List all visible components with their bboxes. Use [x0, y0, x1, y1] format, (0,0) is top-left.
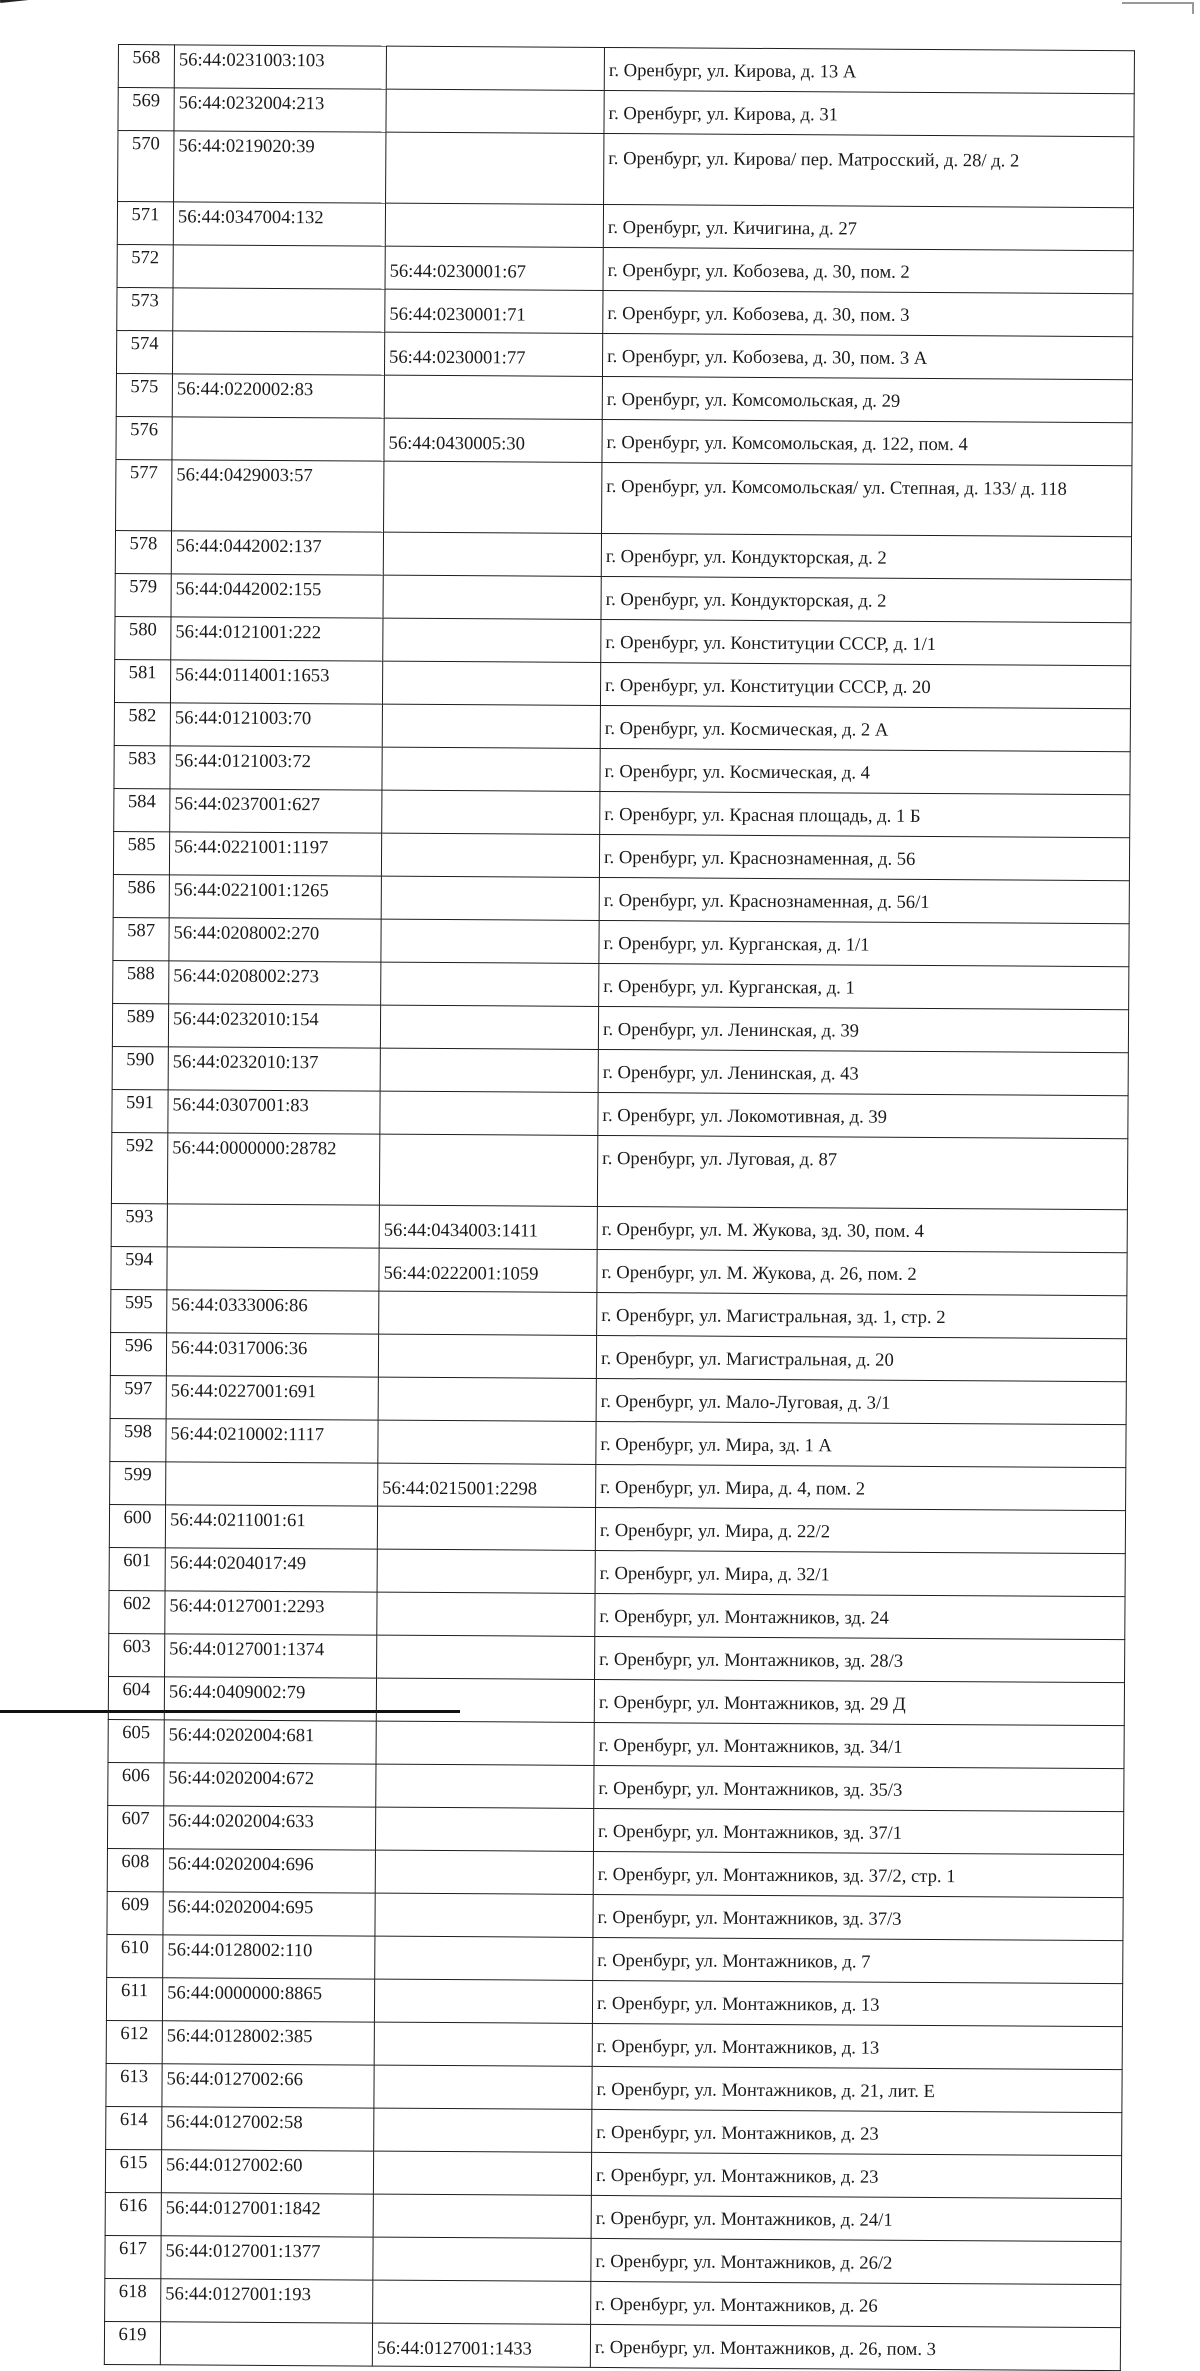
- building-cadastral-number-cell: 56:44:0128002:110: [163, 1935, 375, 1979]
- address-cell: г. Оренбург, ул. Монтажников, д. 26/2: [591, 2238, 1121, 2284]
- premises-cadastral-number-cell: 56:44:0230001:67: [385, 246, 603, 290]
- row-number-cell: 602: [109, 1590, 165, 1633]
- building-cadastral-number-cell: 56:44:0221001:1197: [169, 832, 381, 876]
- premises-cadastral-number-cell: 56:44:0430005:30: [384, 418, 602, 462]
- table-row: [110, 1418, 1126, 1467]
- address-cell: г. Оренбург, ул. Космическая, д. 2 А: [600, 705, 1130, 751]
- building-cadastral-number-cell: 56:44:0333006:86: [167, 1290, 379, 1334]
- address-cell: г. Оренбург, ул. Комсомольская, д. 122, пом. 4: [602, 419, 1132, 465]
- table-row: [105, 2235, 1121, 2284]
- table-row: [116, 373, 1132, 422]
- table-row: [106, 2063, 1122, 2112]
- building-cadastral-number-cell: 56:44:0202004:633: [163, 1806, 375, 1850]
- building-cadastral-number-cell: 56:44:0442002:155: [171, 574, 383, 618]
- building-cadastral-number-cell: 56:44:0409002:79: [164, 1677, 376, 1721]
- table-row: [110, 1332, 1126, 1381]
- premises-cadastral-number-cell: [373, 2237, 591, 2281]
- building-cadastral-number-cell: 56:44:0429003:57: [172, 460, 384, 532]
- building-cadastral-number-cell: 56:44:0127001:2293: [165, 1591, 377, 1635]
- address-cell: г. Оренбург, ул. Конституции СССР, д. 20: [600, 662, 1130, 708]
- row-number-cell: 615: [105, 2149, 161, 2192]
- premises-cadastral-number-cell: 56:44:0215001:2298: [378, 1463, 596, 1507]
- property-registry-table: [104, 44, 1135, 2371]
- premises-cadastral-number-cell: [374, 1979, 592, 2023]
- address-cell: г. Оренбург, ул. Кондукторская, д. 2: [601, 533, 1131, 579]
- row-number-cell: 596: [110, 1332, 166, 1375]
- row-number-cell: 608: [107, 1848, 163, 1891]
- row-number-cell: 611: [106, 1977, 162, 2020]
- row-number-cell: 609: [107, 1891, 163, 1934]
- table-row: [115, 530, 1131, 579]
- table-row: [111, 1203, 1127, 1252]
- table-row: [107, 1934, 1123, 1983]
- address-cell: г. Оренбург, ул. Монтажников, д. 23: [592, 2109, 1122, 2155]
- table-row: [112, 1089, 1128, 1138]
- table-row: [106, 1977, 1122, 2026]
- building-cadastral-number-cell: 56:44:0202004:696: [163, 1849, 375, 1893]
- premises-cadastral-number-cell: 56:44:0127001:1433: [372, 2323, 590, 2367]
- building-cadastral-number-cell: 56:44:0219020:39: [174, 131, 386, 203]
- building-cadastral-number-cell: 56:44:0127001:1374: [165, 1634, 377, 1678]
- table-row: [114, 659, 1130, 708]
- row-number-cell: 568: [118, 45, 174, 88]
- address-cell: г. Оренбург, ул. Кирова, д. 31: [604, 90, 1134, 136]
- premises-cadastral-number-cell: [380, 1091, 598, 1135]
- address-cell: г. Оренбург, ул. Кирова/ пер. Матросский, д. 28/ д. 2: [604, 133, 1134, 207]
- building-cadastral-number-cell: 56:44:0307001:83: [168, 1090, 380, 1134]
- row-number-cell: 599: [110, 1461, 166, 1504]
- table-row: [110, 1461, 1126, 1510]
- row-number-cell: 578: [115, 530, 171, 573]
- table-row: [106, 2020, 1122, 2069]
- row-number-cell: 606: [108, 1762, 164, 1805]
- row-number-cell: 588: [113, 960, 169, 1003]
- premises-cadastral-number-cell: [375, 1807, 593, 1851]
- table-row: [113, 960, 1129, 1009]
- table-row: [109, 1504, 1125, 1553]
- row-number-cell: 594: [111, 1246, 167, 1289]
- building-cadastral-number-cell: 56:44:0232010:154: [168, 1004, 380, 1048]
- building-cadastral-number-cell: 56:44:0347004:132: [173, 202, 385, 246]
- address-cell: г. Оренбург, ул. Локомотивная, д. 39: [598, 1092, 1128, 1138]
- table-row: [104, 2321, 1120, 2370]
- building-cadastral-number-cell: [167, 1204, 379, 1248]
- premises-cadastral-number-cell: [375, 1893, 593, 1937]
- premises-cadastral-number-cell: [382, 661, 600, 705]
- building-cadastral-number-cell: [173, 288, 385, 332]
- row-number-cell: 598: [110, 1418, 166, 1461]
- building-cadastral-number-cell: 56:44:0211001:61: [165, 1505, 377, 1549]
- table-row: [114, 745, 1130, 794]
- row-number-cell: 573: [117, 287, 173, 330]
- building-cadastral-number-cell: 56:44:0317006:36: [166, 1333, 378, 1377]
- table-row: [113, 831, 1129, 880]
- row-number-cell: 584: [114, 788, 170, 831]
- premises-cadastral-number-cell: [381, 876, 599, 920]
- table-row: [107, 1891, 1123, 1940]
- premises-cadastral-number-cell: [381, 833, 599, 877]
- table-row: [117, 244, 1133, 293]
- address-cell: г. Оренбург, ул. М. Жукова, зд. 30, пом. 4: [597, 1206, 1127, 1252]
- row-number-cell: 617: [105, 2235, 161, 2278]
- row-number-cell: 576: [116, 416, 172, 459]
- row-number-cell: 574: [116, 330, 172, 373]
- building-cadastral-number-cell: 56:44:0128002:385: [162, 2021, 374, 2065]
- premises-cadastral-number-cell: [382, 747, 600, 791]
- address-cell: г. Оренбург, ул. Монтажников, зд. 35/3: [594, 1765, 1124, 1811]
- address-cell: г. Оренбург, ул. Луговая, д. 87: [597, 1135, 1127, 1209]
- address-cell: г. Оренбург, ул. Мира, д. 22/2: [595, 1507, 1125, 1553]
- table-row: [107, 1848, 1123, 1897]
- row-number-cell: 590: [112, 1046, 168, 1089]
- table-row: [108, 1719, 1124, 1768]
- address-cell: г. Оренбург, ул. Комсомольская, д. 29: [602, 376, 1132, 422]
- row-number-cell: 585: [113, 831, 169, 874]
- address-cell: г. Оренбург, ул. Монтажников, д. 21, лит. Е: [592, 2066, 1122, 2112]
- building-cadastral-number-cell: 56:44:0127002:60: [161, 2150, 373, 2194]
- building-cadastral-number-cell: 56:44:0204017:49: [165, 1548, 377, 1592]
- table-row: [107, 1805, 1123, 1854]
- row-number-cell: 592: [111, 1132, 167, 1203]
- building-cadastral-number-cell: 56:44:0221001:1265: [169, 875, 381, 919]
- building-cadastral-number-cell: 56:44:0121003:72: [170, 746, 382, 790]
- address-cell: г. Оренбург, ул. Монтажников, д. 26: [591, 2281, 1121, 2327]
- premises-cadastral-number-cell: [377, 1592, 595, 1636]
- address-cell: г. Оренбург, ул. Монтажников, зд. 29 Д: [594, 1679, 1124, 1725]
- premises-cadastral-number-cell: [383, 618, 601, 662]
- premises-cadastral-number-cell: [386, 89, 604, 133]
- address-cell: г. Оренбург, ул. Космическая, д. 4: [600, 748, 1130, 794]
- premises-cadastral-number-cell: [385, 203, 603, 247]
- table-row: [112, 1046, 1128, 1095]
- row-number-cell: 577: [116, 459, 172, 530]
- row-number-cell: 579: [115, 573, 171, 616]
- premises-cadastral-number-cell: [383, 575, 601, 619]
- building-cadastral-number-cell: 56:44:0210002:1117: [166, 1419, 378, 1463]
- premises-cadastral-number-cell: [378, 1420, 596, 1464]
- address-cell: г. Оренбург, ул. Монтажников, д. 26, пом. 3: [590, 2324, 1120, 2370]
- premises-cadastral-number-cell: [374, 2065, 592, 2109]
- address-cell: г. Оренбург, ул. Монтажников, зд. 34/1: [594, 1722, 1124, 1768]
- building-cadastral-number-cell: 56:44:0127001:193: [161, 2279, 373, 2323]
- table-row: [111, 1289, 1127, 1338]
- scan-edge-mark-top: [0, 0, 229, 3]
- address-cell: г. Оренбург, ул. Монтажников, зд. 37/3: [593, 1894, 1123, 1940]
- premises-cadastral-number-cell: [377, 1506, 595, 1550]
- table-row: [108, 1676, 1124, 1725]
- building-cadastral-number-cell: 56:44:0121001:222: [171, 617, 383, 661]
- row-number-cell: 589: [112, 1003, 168, 1046]
- premises-cadastral-number-cell: 56:44:0434003:1411: [379, 1205, 597, 1249]
- table-row: [113, 874, 1129, 923]
- premises-cadastral-number-cell: [373, 2194, 591, 2238]
- document-page: [104, 44, 1134, 2371]
- building-cadastral-number-cell: 56:44:0442002:137: [171, 531, 383, 575]
- premises-cadastral-number-cell: [373, 2280, 591, 2324]
- address-cell: г. Оренбург, ул. Монтажников, д. 23: [591, 2152, 1121, 2198]
- premises-cadastral-number-cell: [384, 461, 602, 533]
- table-row: [108, 1762, 1124, 1811]
- address-cell: г. Оренбург, ул. Ленинская, д. 43: [598, 1049, 1128, 1095]
- building-cadastral-number-cell: 56:44:0127001:1377: [161, 2236, 373, 2280]
- premises-cadastral-number-cell: [378, 1334, 596, 1378]
- row-number-cell: 610: [107, 1934, 163, 1977]
- address-cell: г. Оренбург, ул. Монтажников, д. 7: [593, 1937, 1123, 1983]
- building-cadastral-number-cell: 56:44:0208002:270: [169, 918, 381, 962]
- premises-cadastral-number-cell: [386, 46, 604, 90]
- premises-cadastral-number-cell: [381, 919, 599, 963]
- building-cadastral-number-cell: 56:44:0127002:58: [162, 2107, 374, 2151]
- building-cadastral-number-cell: 56:44:0127001:1842: [161, 2193, 373, 2237]
- premises-cadastral-number-cell: [377, 1549, 595, 1593]
- address-cell: г. Оренбург, ул. Монтажников, зд. 24: [595, 1593, 1125, 1639]
- building-cadastral-number-cell: 56:44:0237001:627: [170, 789, 382, 833]
- premises-cadastral-number-cell: 56:44:0230001:77: [384, 332, 602, 376]
- address-cell: г. Оренбург, ул. Мира, д. 32/1: [595, 1550, 1125, 1596]
- building-cadastral-number-cell: [173, 245, 385, 289]
- address-cell: г. Оренбург, ул. Монтажников, д. 13: [592, 2023, 1122, 2069]
- row-number-cell: 570: [118, 131, 174, 202]
- premises-cadastral-number-cell: [375, 1850, 593, 1894]
- address-cell: г. Оренбург, ул. М. Жукова, д. 26, пом. 2: [597, 1249, 1127, 1295]
- row-number-cell: 581: [114, 659, 170, 702]
- address-cell: г. Оренбург, ул. Магистральная, д. 20: [596, 1335, 1126, 1381]
- table-row: [105, 2278, 1121, 2327]
- table-row: [117, 202, 1133, 251]
- address-cell: г. Оренбург, ул. Монтажников, д. 24/1: [591, 2195, 1121, 2241]
- address-cell: г. Оренбург, ул. Кобозева, д. 30, пом. 3 А: [602, 333, 1132, 379]
- table-row: [106, 2106, 1122, 2155]
- table-row: [105, 2149, 1121, 2198]
- row-number-cell: 583: [114, 745, 170, 788]
- building-cadastral-number-cell: 56:44:0208002:273: [169, 961, 381, 1005]
- premises-cadastral-number-cell: 56:44:0222001:1059: [379, 1248, 597, 1292]
- premises-cadastral-number-cell: [386, 132, 604, 204]
- premises-cadastral-number-cell: 56:44:0230001:71: [385, 289, 603, 333]
- address-cell: г. Оренбург, ул. Кондукторская, д. 2: [601, 576, 1131, 622]
- table-row: [116, 459, 1132, 536]
- address-cell: г. Оренбург, ул. Красная площадь, д. 1 Б: [600, 791, 1130, 837]
- premises-cadastral-number-cell: [376, 1721, 594, 1765]
- premises-cadastral-number-cell: [375, 1936, 593, 1980]
- building-cadastral-number-cell: 56:44:0231003:103: [174, 45, 386, 89]
- premises-cadastral-number-cell: [380, 1005, 598, 1049]
- table-row: [110, 1375, 1126, 1424]
- row-number-cell: 614: [106, 2106, 162, 2149]
- row-number-cell: 593: [111, 1203, 167, 1246]
- row-number-cell: 582: [114, 702, 170, 745]
- address-cell: г. Оренбург, ул. Ленинская, д. 39: [598, 1006, 1128, 1052]
- premises-cadastral-number-cell: [379, 1134, 597, 1206]
- row-number-cell: 604: [108, 1676, 164, 1719]
- row-number-cell: 600: [109, 1504, 165, 1547]
- building-cadastral-number-cell: 56:44:0202004:672: [164, 1763, 376, 1807]
- address-cell: г. Оренбург, ул. Курганская, д. 1: [599, 963, 1129, 1009]
- table-row: [116, 330, 1132, 379]
- address-cell: г. Оренбург, ул. Кирова, д. 13 А: [604, 47, 1134, 93]
- premises-cadastral-number-cell: [379, 1291, 597, 1335]
- row-number-cell: 575: [116, 373, 172, 416]
- premises-cadastral-number-cell: [374, 2108, 592, 2152]
- row-number-cell: 612: [106, 2020, 162, 2063]
- row-number-cell: 613: [106, 2063, 162, 2106]
- address-cell: г. Оренбург, ул. Краснознаменная, д. 56: [599, 834, 1129, 880]
- row-number-cell: 619: [104, 2321, 160, 2364]
- row-number-cell: 616: [105, 2192, 161, 2235]
- building-cadastral-number-cell: [172, 331, 384, 375]
- premises-cadastral-number-cell: [383, 532, 601, 576]
- table-row: [118, 131, 1134, 208]
- table-row: [109, 1633, 1125, 1682]
- premises-cadastral-number-cell: [377, 1635, 595, 1679]
- premises-cadastral-number-cell: [376, 1764, 594, 1808]
- address-cell: г. Оренбург, ул. Комсомольская/ ул. Степная, д. 133/ д. 118: [602, 462, 1132, 536]
- building-cadastral-number-cell: [167, 1247, 379, 1291]
- row-number-cell: 587: [113, 917, 169, 960]
- row-number-cell: 572: [117, 244, 173, 287]
- building-cadastral-number-cell: [166, 1462, 378, 1506]
- premises-cadastral-number-cell: [382, 790, 600, 834]
- row-number-cell: 618: [105, 2278, 161, 2321]
- building-cadastral-number-cell: 56:44:0227001:691: [166, 1376, 378, 1420]
- address-cell: г. Оренбург, ул. Мало-Луговая, д. 3/1: [596, 1378, 1126, 1424]
- table-row: [115, 573, 1131, 622]
- address-cell: г. Оренбург, ул. Магистральная, зд. 1, стр. 2: [597, 1292, 1127, 1338]
- premises-cadastral-number-cell: [382, 704, 600, 748]
- premises-cadastral-number-cell: [376, 1678, 594, 1722]
- address-cell: г. Оренбург, ул. Конституции СССР, д. 1/1: [601, 619, 1131, 665]
- building-cadastral-number-cell: 56:44:0220002:83: [172, 374, 384, 418]
- address-cell: г. Оренбург, ул. Кобозева, д. 30, пом. 2: [603, 247, 1133, 293]
- row-number-cell: 597: [110, 1375, 166, 1418]
- building-cadastral-number-cell: [172, 417, 384, 461]
- row-number-cell: 603: [109, 1633, 165, 1676]
- row-number-cell: 586: [113, 874, 169, 917]
- address-cell: г. Оренбург, ул. Краснознаменная, д. 56/1: [599, 877, 1129, 923]
- table-row: [105, 2192, 1121, 2241]
- table-row: [115, 616, 1131, 665]
- row-number-cell: 569: [118, 88, 174, 131]
- row-number-cell: 601: [109, 1547, 165, 1590]
- premises-cadastral-number-cell: [381, 962, 599, 1006]
- premises-cadastral-number-cell: [374, 2022, 592, 2066]
- table-row: [109, 1590, 1125, 1639]
- building-cadastral-number-cell: 56:44:0232010:137: [168, 1047, 380, 1091]
- premises-cadastral-number-cell: [384, 375, 602, 419]
- building-cadastral-number-cell: 56:44:0000000:8865: [162, 1978, 374, 2022]
- address-cell: г. Оренбург, ул. Мира, зд. 1 А: [596, 1421, 1126, 1467]
- address-cell: г. Оренбург, ул. Монтажников, зд. 28/3: [595, 1636, 1125, 1682]
- building-cadastral-number-cell: 56:44:0232004:213: [174, 88, 386, 132]
- table-row: [116, 416, 1132, 465]
- table-row: [117, 287, 1133, 336]
- table-row: [111, 1246, 1127, 1295]
- address-cell: г. Оренбург, ул. Кичигина, д. 27: [603, 204, 1133, 250]
- building-cadastral-number-cell: 56:44:0121003:70: [170, 703, 382, 747]
- table-row: [114, 788, 1130, 837]
- scan-edge-mark-right: [1122, 2, 1194, 14]
- building-cadastral-number-cell: 56:44:0202004:695: [163, 1892, 375, 1936]
- row-number-cell: 607: [107, 1805, 163, 1848]
- building-cadastral-number-cell: 56:44:0000000:28782: [167, 1133, 379, 1205]
- premises-cadastral-number-cell: [380, 1048, 598, 1092]
- table-row: [118, 88, 1134, 137]
- table-row: [111, 1132, 1127, 1209]
- address-cell: г. Оренбург, ул. Кобозева, д. 30, пом. 3: [603, 290, 1133, 336]
- building-cadastral-number-cell: 56:44:0127002:66: [162, 2064, 374, 2108]
- row-number-cell: 571: [117, 202, 173, 245]
- table-row: [112, 1003, 1128, 1052]
- building-cadastral-number-cell: [160, 2322, 372, 2366]
- row-number-cell: 591: [112, 1089, 168, 1132]
- table-row: [113, 917, 1129, 966]
- address-cell: г. Оренбург, ул. Мира, д. 4, пом. 2: [596, 1464, 1126, 1510]
- building-cadastral-number-cell: 56:44:0114001:1653: [170, 660, 382, 704]
- table-row: [118, 45, 1134, 94]
- address-cell: г. Оренбург, ул. Монтажников, зд. 37/1: [593, 1808, 1123, 1854]
- row-number-cell: 580: [115, 616, 171, 659]
- table-row: [114, 702, 1130, 751]
- building-cadastral-number-cell: 56:44:0202004:681: [164, 1720, 376, 1764]
- address-cell: г. Оренбург, ул. Монтажников, д. 13: [592, 1980, 1122, 2026]
- address-cell: г. Оренбург, ул. Курганская, д. 1/1: [599, 920, 1129, 966]
- row-number-cell: 605: [108, 1719, 164, 1762]
- row-number-cell: 595: [111, 1289, 167, 1332]
- registry-table-body: [104, 45, 1134, 2371]
- premises-cadastral-number-cell: [378, 1377, 596, 1421]
- table-row: [109, 1547, 1125, 1596]
- address-cell: г. Оренбург, ул. Монтажников, зд. 37/2, стр. 1: [593, 1851, 1123, 1897]
- premises-cadastral-number-cell: [373, 2151, 591, 2195]
